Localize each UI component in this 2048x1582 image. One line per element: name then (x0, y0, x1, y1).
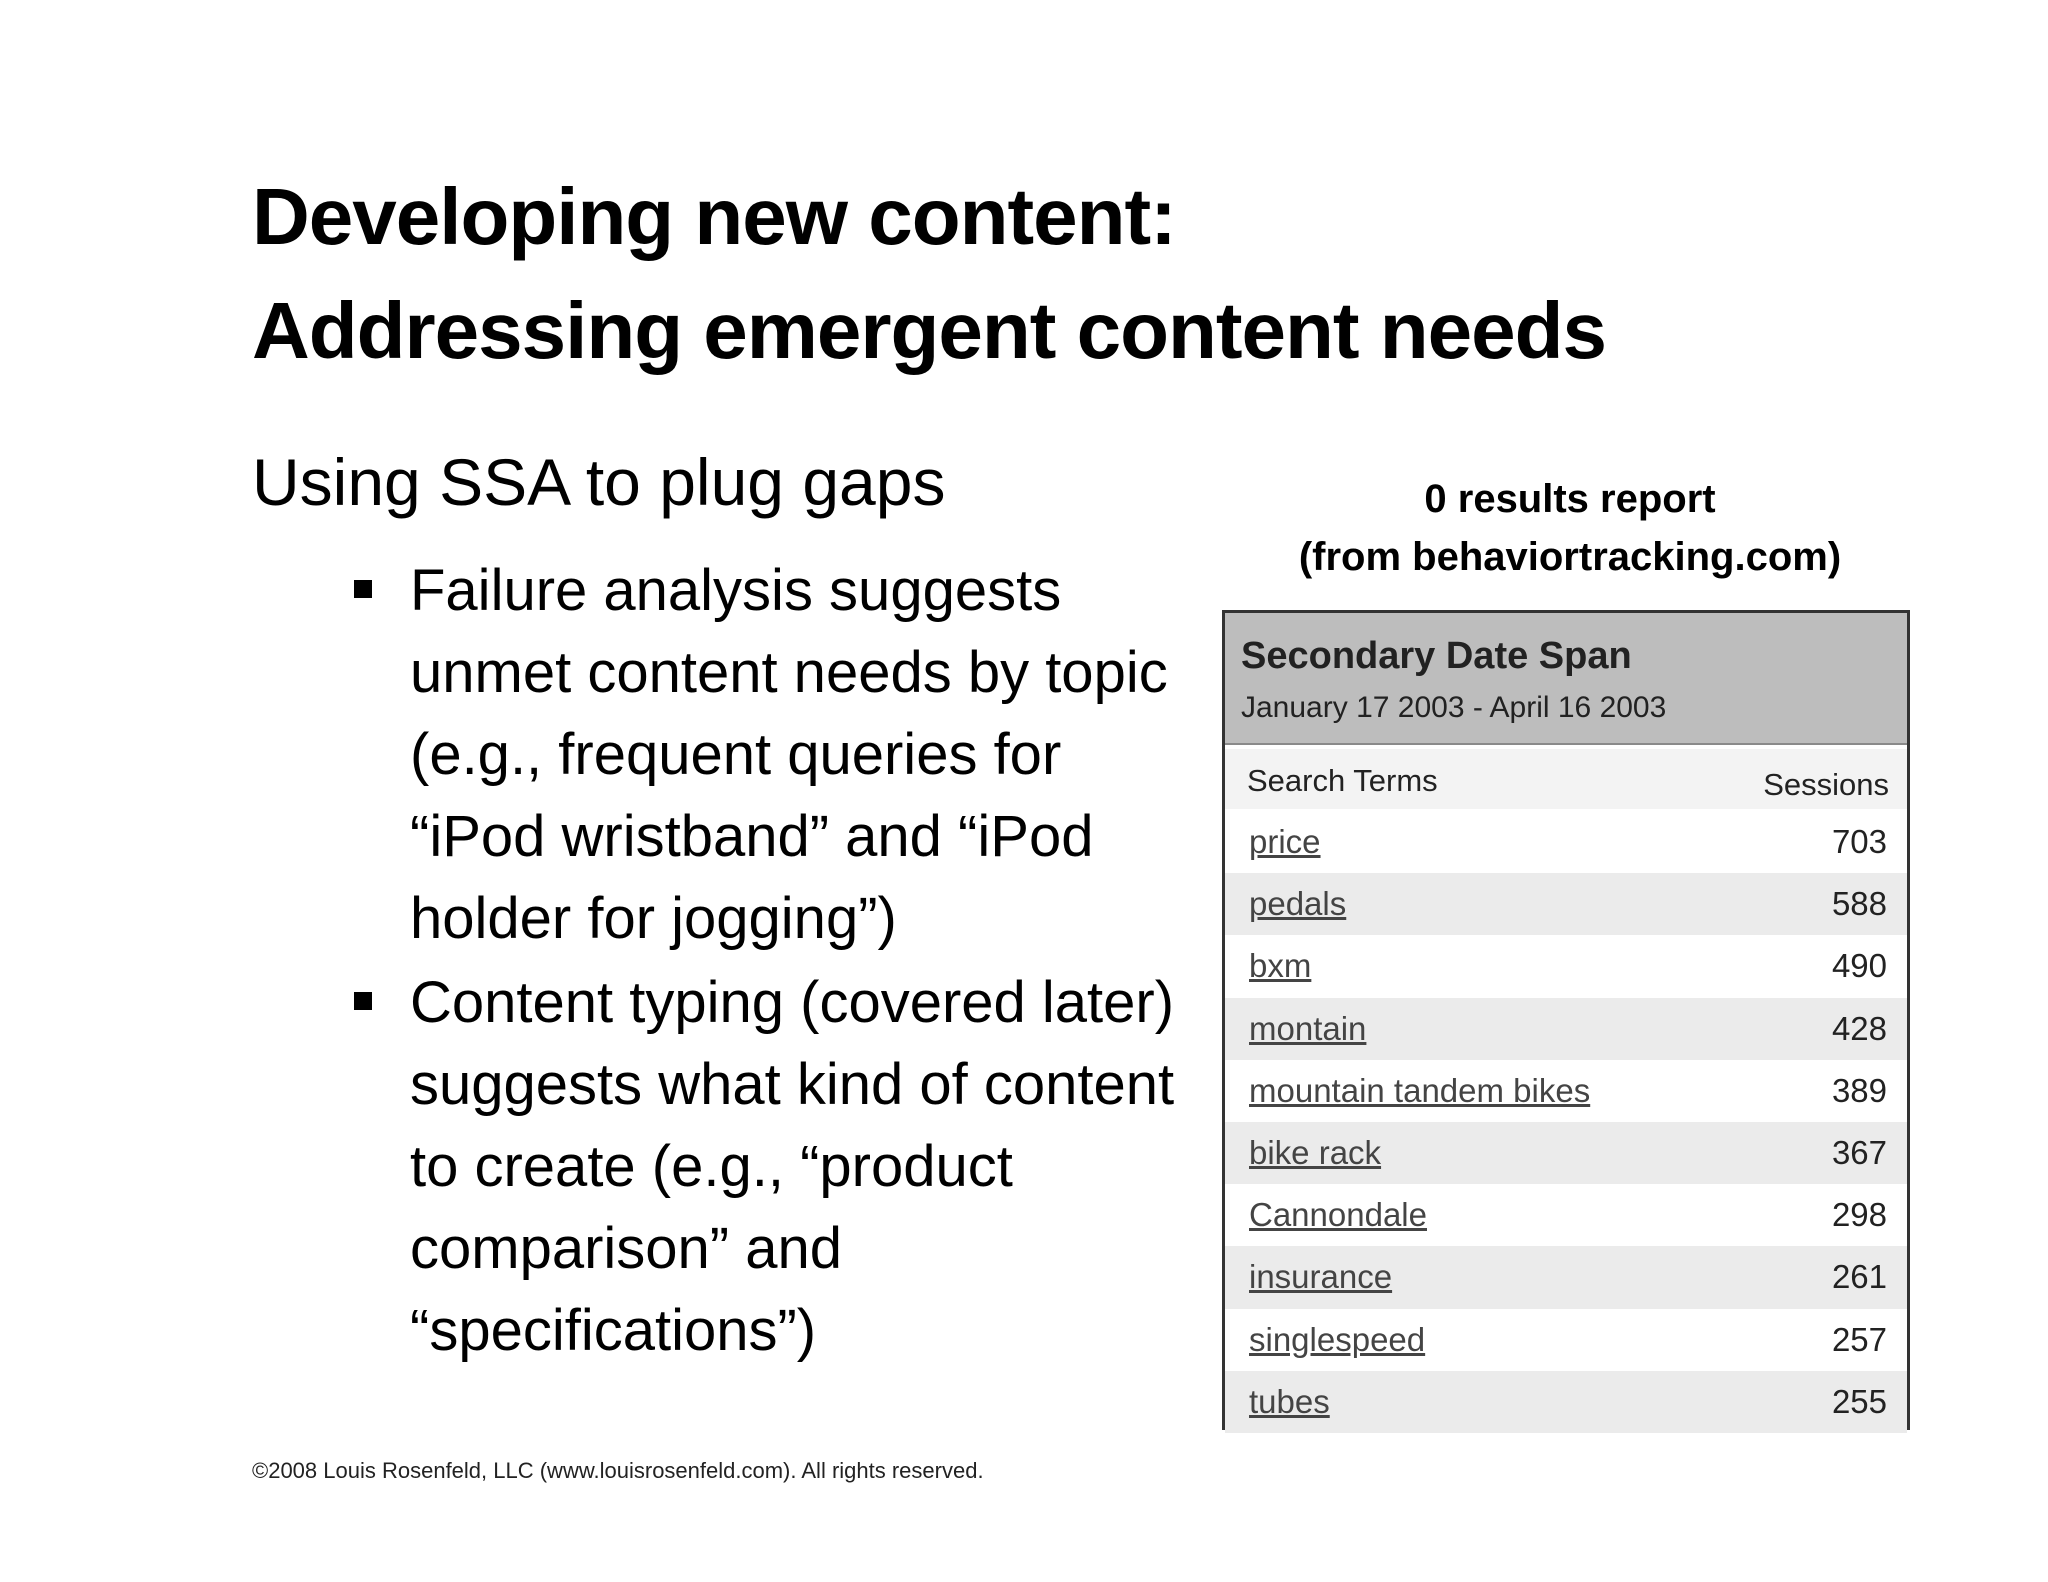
sessions-count: 255 (1831, 1382, 1887, 1420)
sessions-count: 428 (1831, 1009, 1887, 1047)
search-term-link[interactable]: bike rack (1249, 1133, 1382, 1171)
report-caption-line-1: 0 results report (1424, 477, 1716, 521)
square-bullet-icon (354, 580, 372, 598)
search-term-link[interactable]: tubes (1249, 1382, 1330, 1420)
copyright-footer: ©2008 Louis Rosenfeld, LLC (www.louisrosenfeld.com). All rights reserved. (252, 1458, 984, 1483)
title-line-1: Developing new content: (252, 172, 1176, 261)
report-date-range: January 17 2003 - April 16 2003 (1241, 691, 1667, 724)
sessions-count: 703 (1831, 823, 1887, 860)
slide-title (252, 160, 1902, 388)
report-panel-title: Secondary Date Span (1241, 635, 1632, 677)
report-caption-line-2: (from behaviortracking.com) (1298, 535, 1842, 579)
search-term-link[interactable]: mountain tandem bikes (1249, 1071, 1591, 1109)
report-column-headers (1225, 749, 1907, 809)
slide-subtitle: Using SSA to plug gaps (252, 445, 946, 519)
sessions-count: 588 (1831, 885, 1887, 923)
report-rows (1225, 811, 1907, 1433)
search-term-link[interactable]: montain (1249, 1009, 1367, 1047)
table-row (1225, 1246, 1907, 1308)
square-bullet-icon (354, 992, 372, 1010)
report-panel (1222, 610, 1910, 1430)
bullet-list (352, 550, 1192, 1374)
sessions-count: 389 (1831, 1071, 1887, 1109)
bullet-text: Failure analysis suggests unmet content needs by topic (e.g., frequent queries for “iPod wristband” and “iPod holder for jogging”) (410, 558, 1168, 951)
bullet-item (352, 962, 1192, 1372)
bullet-item (352, 550, 1192, 960)
column-header-sessions: Sessions (1763, 767, 1889, 802)
table-row (1225, 873, 1907, 935)
table-row (1225, 998, 1907, 1060)
sessions-count: 367 (1831, 1133, 1887, 1171)
report-header (1225, 613, 1907, 745)
title-line-2: Addressing emergent content needs (252, 286, 1606, 375)
search-term-link[interactable]: Cannondale (1249, 1196, 1427, 1234)
table-row (1225, 1122, 1907, 1184)
table-row (1225, 1060, 1907, 1122)
table-row (1225, 1371, 1907, 1433)
sessions-count: 257 (1831, 1320, 1887, 1358)
search-term-link[interactable]: pedals (1249, 885, 1347, 923)
table-row (1225, 1184, 1907, 1246)
search-term-link[interactable]: bxm (1249, 947, 1312, 985)
bullet-text: Content typing (covered later) suggests what kind of content to create (e.g., “product comparison” and “specifications”) (410, 970, 1175, 1363)
search-term-link[interactable]: singlespeed (1249, 1320, 1426, 1358)
column-header-search-terms: Search Terms (1247, 763, 1438, 798)
report-caption (1240, 470, 1900, 586)
table-row (1225, 1309, 1907, 1371)
sessions-count: 298 (1831, 1196, 1887, 1234)
sessions-count: 261 (1831, 1258, 1887, 1296)
sessions-count: 490 (1831, 947, 1887, 985)
search-term-link[interactable]: price (1249, 823, 1321, 860)
search-term-link[interactable]: insurance (1249, 1258, 1393, 1296)
table-row (1225, 811, 1907, 873)
table-row (1225, 935, 1907, 997)
